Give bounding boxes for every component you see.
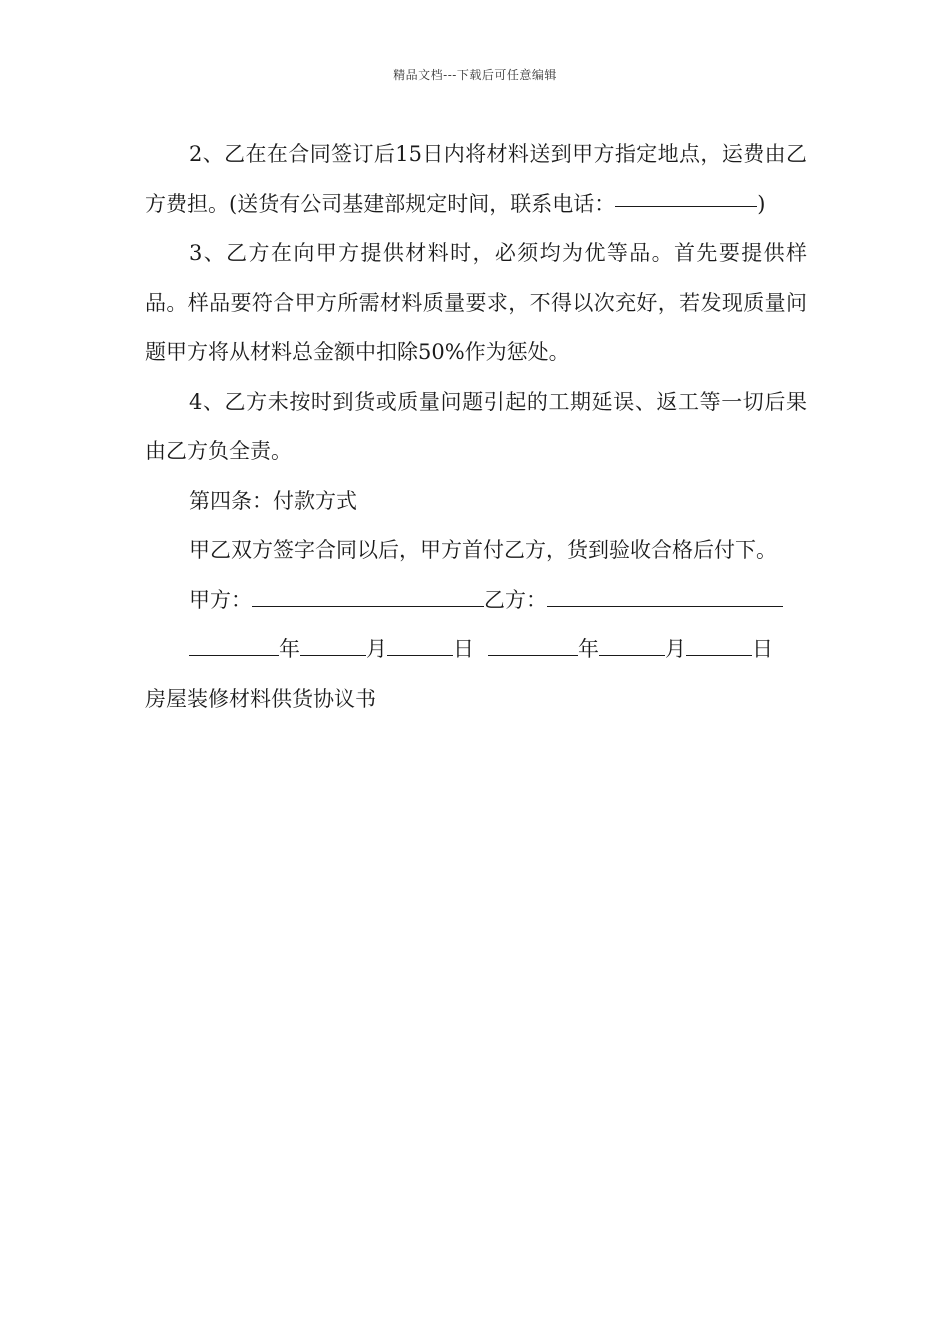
party-a-year-label: 年 [279,637,300,661]
party-b-month-line [599,654,665,656]
clause-2-close-paren: ) [757,191,766,216]
clause-2-text: 2、乙在在合同签订后15日内将材料送到甲方指定地点，运费由乙方费担。(送货有公司基建部规定时间，联系电话： [145,142,807,216]
party-a-label: 甲方： [189,587,252,612]
party-b-month-label: 月 [665,637,686,661]
signature-row [145,576,807,626]
page-header: 精品文档---下载后可任意编辑 [393,68,557,82]
party-a-month-label: 月 [366,637,387,661]
party-a-signature-line [252,605,484,607]
party-a-year-line [189,654,279,656]
party-a-day-label: 日 [453,637,474,661]
party-b-day-label: 日 [752,637,773,661]
party-a-month-line [300,654,366,656]
party-b-label: 乙方： [484,587,547,612]
clause-4: 4、乙方未按时到货或质量问题引起的工期延误、返工等一切后果由乙方负全责。 [145,389,807,463]
payment-terms: 甲乙双方签字合同以后，甲方首付乙方，货到验收合格后付下。 [189,538,777,562]
clause-2 [145,130,807,229]
clause-3: 3、乙方在向甲方提供材料时，必须均为优等品。首先要提供样品。样品要符合甲方所需材料质量要求，不得以次充好，若发现质量问题甲方将从材料总金额中扣除50%作为惩处。 [145,241,807,364]
party-b-day-line [686,654,752,656]
party-b-year-label: 年 [578,637,599,661]
party-a-day-line [387,654,453,656]
party-b-year-line [488,654,578,656]
phone-blank-line [615,205,725,207]
party-b-signature-line [547,605,783,607]
phone-blank-line-continued [725,205,757,207]
date-row [145,625,807,675]
document-body [145,130,807,724]
article-4-title: 第四条：付款方式 [189,488,357,513]
document-title-footer: 房屋装修材料供货协议书 [145,686,376,711]
